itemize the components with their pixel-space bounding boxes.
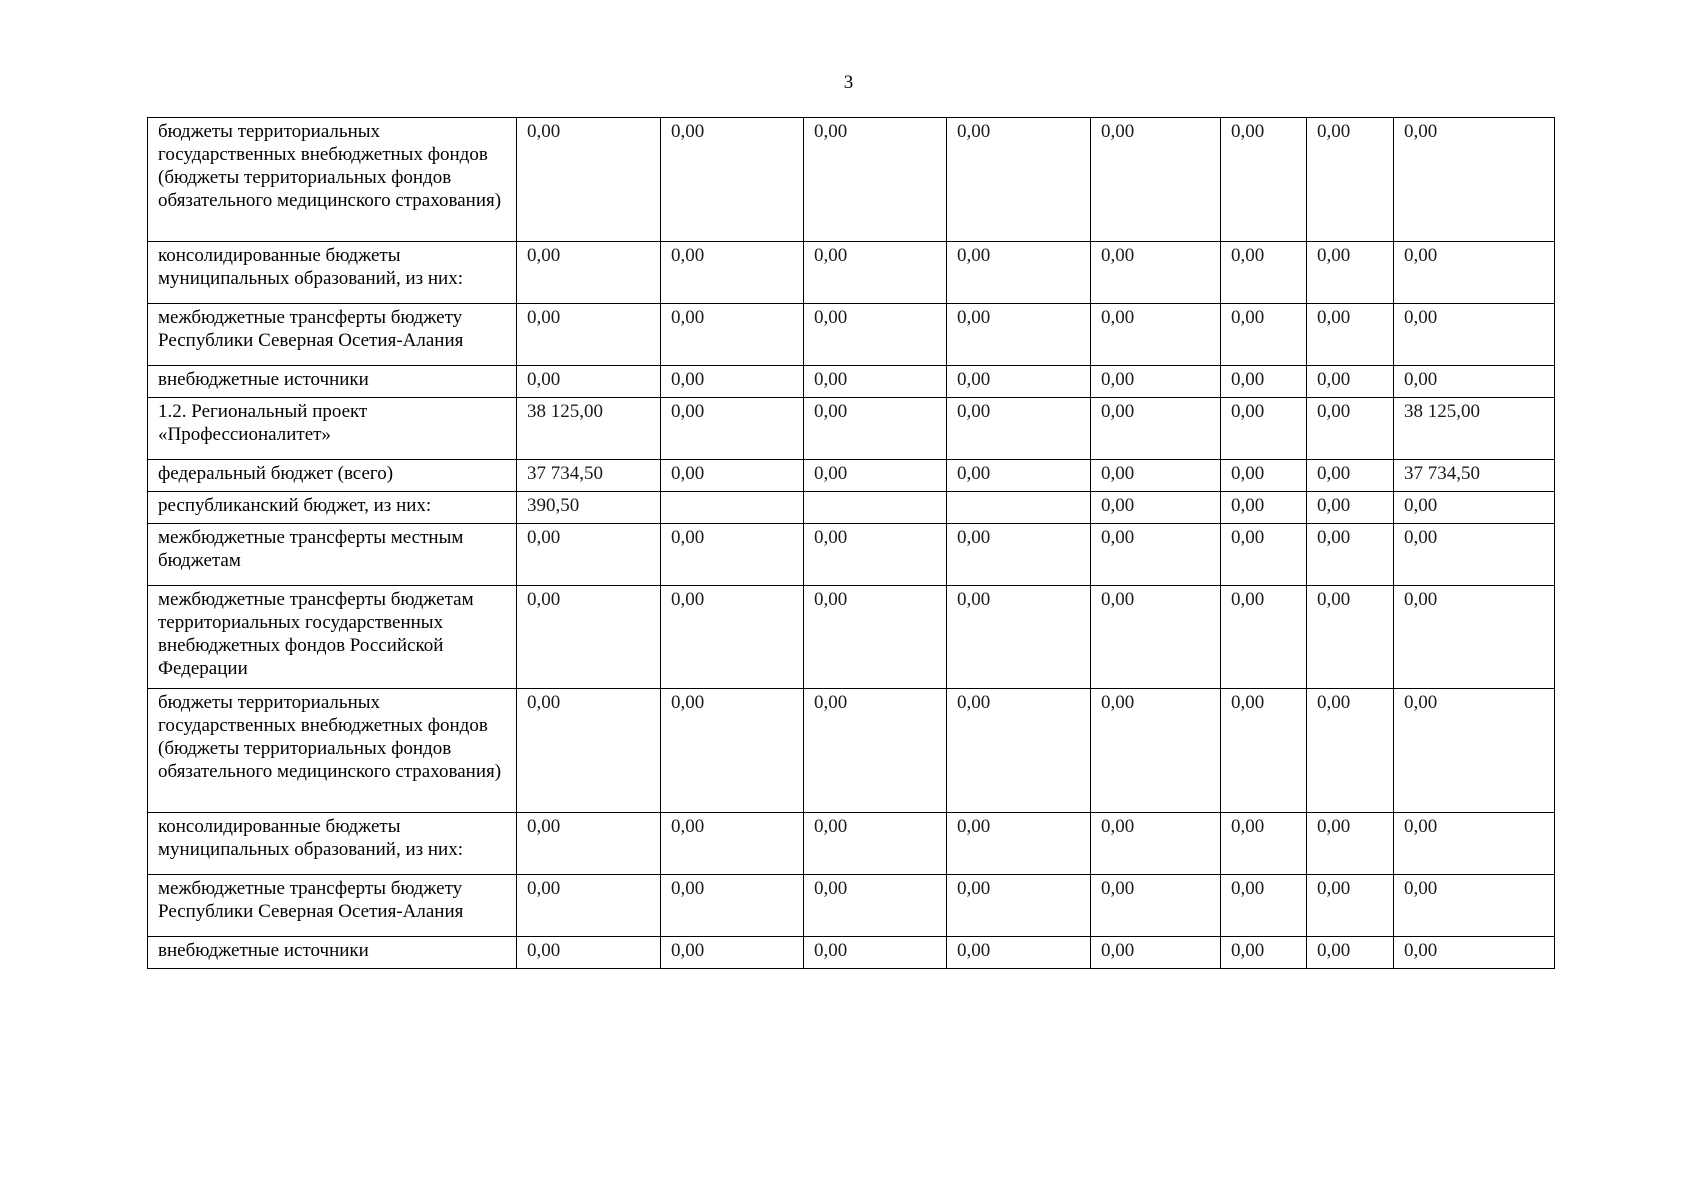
value-cell: 0,00 — [804, 586, 947, 689]
value-cell: 0,00 — [1307, 460, 1394, 492]
value-cell: 0,00 — [1221, 524, 1307, 586]
table-row — [148, 937, 1555, 969]
table-row — [148, 524, 1555, 586]
value-cell: 0,00 — [1307, 398, 1394, 460]
value-cell: 0,00 — [517, 875, 661, 937]
row-label-cell: республиканский бюджет, из них: — [148, 492, 517, 524]
value-cell: 0,00 — [1091, 118, 1221, 242]
value-cell: 0,00 — [1307, 937, 1394, 969]
value-cell: 0,00 — [517, 524, 661, 586]
value-cell: 0,00 — [1307, 875, 1394, 937]
value-cell: 0,00 — [1091, 524, 1221, 586]
table-row — [148, 586, 1555, 689]
value-cell: 0,00 — [517, 304, 661, 366]
value-cell: 0,00 — [1221, 937, 1307, 969]
value-cell: 0,00 — [517, 689, 661, 813]
value-cell: 0,00 — [1394, 242, 1555, 304]
value-cell: 0,00 — [947, 304, 1091, 366]
budget-table — [147, 117, 1555, 969]
value-cell: 0,00 — [804, 242, 947, 304]
value-cell: 0,00 — [1091, 492, 1221, 524]
value-cell: 0,00 — [1394, 875, 1555, 937]
value-cell: 0,00 — [661, 813, 804, 875]
value-cell: 0,00 — [804, 398, 947, 460]
value-cell: 0,00 — [804, 304, 947, 366]
value-cell: 0,00 — [947, 398, 1091, 460]
value-cell: 0,00 — [1091, 937, 1221, 969]
value-cell: 0,00 — [947, 875, 1091, 937]
row-label-cell: федеральный бюджет (всего) — [148, 460, 517, 492]
value-cell: 37 734,50 — [517, 460, 661, 492]
value-cell: 0,00 — [1221, 875, 1307, 937]
value-cell: 0,00 — [1394, 524, 1555, 586]
row-label-cell: консолидированные бюджеты муниципальных образований, из них: — [148, 813, 517, 875]
value-cell: 0,00 — [661, 398, 804, 460]
row-label-cell: межбюджетные трансферты бюджету Республики Северная Осетия-Алания — [148, 875, 517, 937]
budget-table-body — [148, 118, 1555, 969]
value-cell: 0,00 — [804, 118, 947, 242]
row-label-cell: межбюджетные трансферты бюджетам территориальных государственных внебюджетных фондов Российской Федерации — [148, 586, 517, 689]
value-cell: 0,00 — [1221, 118, 1307, 242]
value-cell: 0,00 — [947, 689, 1091, 813]
value-cell: 0,00 — [1394, 813, 1555, 875]
value-cell: 0,00 — [1394, 937, 1555, 969]
table-row — [148, 813, 1555, 875]
value-cell: 0,00 — [661, 937, 804, 969]
value-cell: 0,00 — [804, 875, 947, 937]
row-label-cell: внебюджетные источники — [148, 937, 517, 969]
value-cell: 0,00 — [1221, 689, 1307, 813]
table-row — [148, 398, 1555, 460]
value-cell: 0,00 — [1307, 242, 1394, 304]
value-cell: 0,00 — [804, 524, 947, 586]
row-label-cell: 1.2. Региональный проект «Профессионалитет» — [148, 398, 517, 460]
row-label-cell: бюджеты территориальных государственных внебюджетных фондов (бюджеты территориальных фондов обязательного медицинского страхования) — [148, 118, 517, 242]
value-cell: 0,00 — [661, 304, 804, 366]
value-cell — [947, 492, 1091, 524]
value-cell: 0,00 — [661, 242, 804, 304]
value-cell: 0,00 — [661, 366, 804, 398]
value-cell: 0,00 — [1394, 118, 1555, 242]
value-cell: 0,00 — [517, 813, 661, 875]
table-row — [148, 304, 1555, 366]
value-cell: 0,00 — [947, 937, 1091, 969]
value-cell: 0,00 — [1221, 366, 1307, 398]
row-label-cell: бюджеты территориальных государственных внебюджетных фондов (бюджеты территориальных фондов обязательного медицинского страхования) — [148, 689, 517, 813]
value-cell: 0,00 — [517, 366, 661, 398]
value-cell: 0,00 — [1091, 398, 1221, 460]
value-cell: 0,00 — [1221, 492, 1307, 524]
value-cell: 0,00 — [1221, 398, 1307, 460]
value-cell: 0,00 — [947, 118, 1091, 242]
value-cell: 0,00 — [947, 586, 1091, 689]
row-label-cell: внебюджетные источники — [148, 366, 517, 398]
value-cell: 0,00 — [1394, 304, 1555, 366]
value-cell: 0,00 — [1091, 242, 1221, 304]
value-cell: 0,00 — [1307, 492, 1394, 524]
value-cell: 0,00 — [804, 689, 947, 813]
value-cell: 0,00 — [517, 586, 661, 689]
value-cell: 0,00 — [804, 366, 947, 398]
value-cell: 0,00 — [517, 937, 661, 969]
value-cell: 0,00 — [947, 524, 1091, 586]
value-cell: 0,00 — [947, 813, 1091, 875]
value-cell: 0,00 — [517, 118, 661, 242]
value-cell: 0,00 — [1091, 586, 1221, 689]
value-cell: 0,00 — [1307, 118, 1394, 242]
value-cell: 0,00 — [1091, 875, 1221, 937]
value-cell: 0,00 — [1394, 366, 1555, 398]
value-cell: 0,00 — [1091, 689, 1221, 813]
value-cell: 0,00 — [661, 586, 804, 689]
value-cell: 0,00 — [1091, 366, 1221, 398]
value-cell: 390,50 — [517, 492, 661, 524]
value-cell: 0,00 — [661, 460, 804, 492]
value-cell: 0,00 — [1091, 460, 1221, 492]
value-cell: 0,00 — [1307, 304, 1394, 366]
value-cell: 0,00 — [661, 689, 804, 813]
value-cell: 0,00 — [1221, 813, 1307, 875]
value-cell: 0,00 — [1394, 586, 1555, 689]
table-row — [148, 460, 1555, 492]
table-row — [148, 366, 1555, 398]
value-cell: 0,00 — [661, 875, 804, 937]
value-cell: 0,00 — [1307, 813, 1394, 875]
value-cell: 38 125,00 — [517, 398, 661, 460]
value-cell: 0,00 — [1221, 460, 1307, 492]
value-cell: 0,00 — [947, 460, 1091, 492]
value-cell: 38 125,00 — [1394, 398, 1555, 460]
row-label-cell: межбюджетные трансферты бюджету Республики Северная Осетия-Алания — [148, 304, 517, 366]
value-cell — [804, 492, 947, 524]
value-cell: 0,00 — [804, 813, 947, 875]
value-cell: 0,00 — [661, 524, 804, 586]
value-cell: 0,00 — [1221, 304, 1307, 366]
value-cell: 0,00 — [1394, 492, 1555, 524]
value-cell: 0,00 — [947, 242, 1091, 304]
value-cell: 0,00 — [661, 118, 804, 242]
row-label-cell: межбюджетные трансферты местным бюджетам — [148, 524, 517, 586]
row-label-cell: консолидированные бюджеты муниципальных образований, из них: — [148, 242, 517, 304]
value-cell: 0,00 — [1307, 586, 1394, 689]
value-cell: 0,00 — [1091, 304, 1221, 366]
table-row — [148, 875, 1555, 937]
value-cell: 0,00 — [804, 937, 947, 969]
table-row — [148, 492, 1555, 524]
value-cell: 0,00 — [1307, 524, 1394, 586]
value-cell: 0,00 — [1307, 689, 1394, 813]
table-row — [148, 118, 1555, 242]
value-cell: 0,00 — [1307, 366, 1394, 398]
value-cell — [661, 492, 804, 524]
table-row — [148, 689, 1555, 813]
value-cell: 37 734,50 — [1394, 460, 1555, 492]
value-cell: 0,00 — [1221, 586, 1307, 689]
value-cell: 0,00 — [517, 242, 661, 304]
page-number: 3 — [843, 72, 854, 93]
value-cell: 0,00 — [1394, 689, 1555, 813]
value-cell: 0,00 — [1221, 242, 1307, 304]
value-cell: 0,00 — [947, 366, 1091, 398]
value-cell: 0,00 — [1091, 813, 1221, 875]
table-row — [148, 242, 1555, 304]
value-cell: 0,00 — [804, 460, 947, 492]
